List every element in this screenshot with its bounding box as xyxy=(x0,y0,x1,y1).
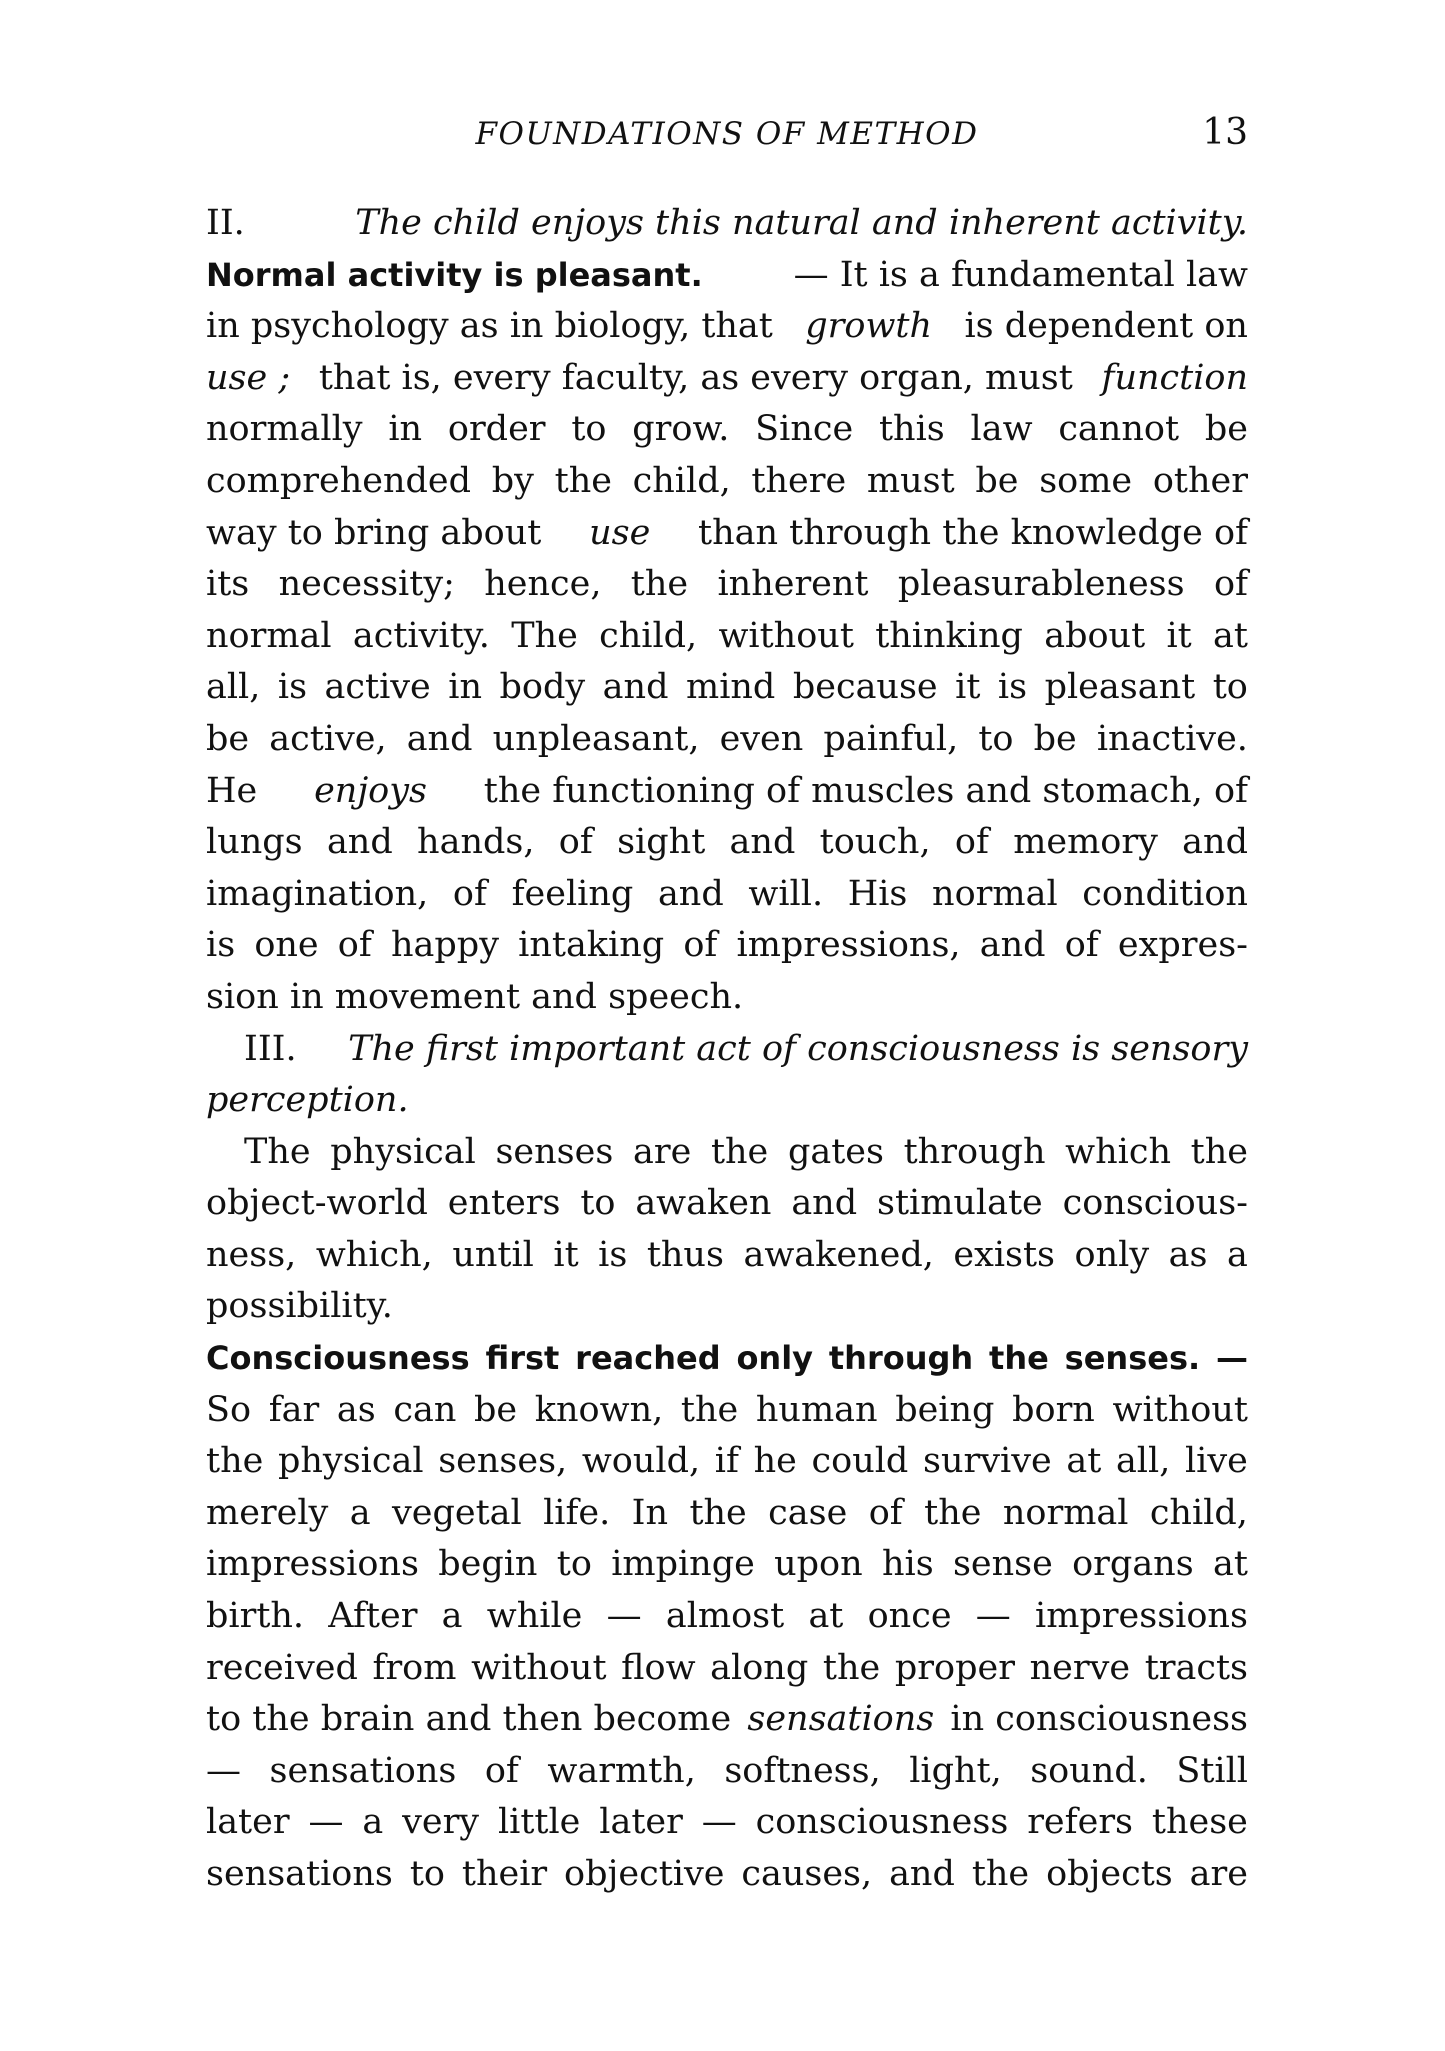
word: very xyxy=(402,1802,480,1843)
word: be xyxy=(975,460,1019,501)
word: the xyxy=(924,1492,982,1533)
word: senses, xyxy=(438,1441,568,1482)
word: impressions, xyxy=(736,925,961,966)
text-line xyxy=(206,250,1248,302)
text-line xyxy=(206,508,1248,560)
word: proper xyxy=(894,1647,1015,1688)
word: will. xyxy=(748,873,824,914)
word: a xyxy=(1226,1234,1248,1275)
word: painful, xyxy=(823,718,959,759)
text-span xyxy=(206,1385,1248,1437)
word: which, xyxy=(315,1234,433,1275)
word: and xyxy=(979,925,1046,966)
word: pleasant xyxy=(1044,667,1196,708)
word: all, xyxy=(206,667,261,708)
text-span xyxy=(206,920,1248,972)
word: sound. xyxy=(1030,1750,1148,1791)
word: life. xyxy=(543,1492,611,1533)
word: — xyxy=(1215,1339,1248,1378)
word: light, xyxy=(909,1750,1002,1791)
word: tracts xyxy=(1144,1647,1248,1688)
word: at xyxy=(1213,615,1248,656)
word: — xyxy=(701,1802,737,1843)
word: After xyxy=(328,1596,418,1637)
word: and xyxy=(326,822,393,863)
word: His xyxy=(847,873,908,914)
word: it xyxy=(955,667,981,708)
word: reached xyxy=(575,1339,721,1378)
text-span xyxy=(206,611,1248,663)
word: these xyxy=(1151,1802,1248,1843)
text-span xyxy=(206,817,1248,869)
word: human xyxy=(755,1389,878,1430)
text-line xyxy=(206,766,1248,818)
word: and xyxy=(729,822,796,863)
word: to xyxy=(580,1183,616,1224)
word: Since xyxy=(755,409,854,450)
word: at xyxy=(1066,1441,1102,1482)
text-line xyxy=(206,1797,1248,1849)
text-line xyxy=(206,1230,1248,1282)
emphasis: enjoys xyxy=(314,770,427,811)
word: warmth, xyxy=(547,1750,696,1791)
word: is xyxy=(206,925,236,966)
text-line xyxy=(206,1024,1248,1076)
word: and xyxy=(889,1854,955,1894)
word: nerve xyxy=(1029,1647,1131,1688)
word: it xyxy=(553,1234,579,1275)
word: enters xyxy=(447,1183,561,1224)
word: vegetal xyxy=(391,1492,522,1533)
text-line xyxy=(206,1539,1248,1591)
word: through xyxy=(828,1339,974,1378)
word: without xyxy=(471,1647,607,1688)
paragraph-heading: Normal activity is pleasant. xyxy=(206,255,703,294)
word: condition xyxy=(1082,873,1248,914)
word: sight xyxy=(617,822,706,863)
text-span xyxy=(206,404,1248,456)
text-line xyxy=(206,972,1248,1024)
text-span: than through the knowledge of xyxy=(698,512,1248,553)
word: of xyxy=(452,873,487,914)
text-span: in psychology as in biology, that xyxy=(206,306,773,347)
word: normal xyxy=(1002,1492,1129,1533)
word: expres- xyxy=(1117,925,1248,966)
text-line xyxy=(206,1178,1248,1230)
word: is xyxy=(277,667,308,708)
text-line xyxy=(206,1127,1248,1179)
text-line xyxy=(206,1694,1248,1746)
word: and xyxy=(791,1183,858,1224)
word: until xyxy=(452,1234,534,1275)
word: activity. xyxy=(352,615,490,656)
word: hands, xyxy=(417,822,535,863)
word: child, xyxy=(1149,1492,1248,1533)
emphasis: growth xyxy=(805,306,933,347)
word: their xyxy=(461,1854,548,1894)
word: active, xyxy=(269,718,387,759)
section-numeral: III. xyxy=(244,1028,297,1069)
word: are xyxy=(632,1131,692,1172)
text-line xyxy=(206,456,1248,508)
word: once xyxy=(867,1596,952,1637)
word: could xyxy=(811,1441,909,1482)
paragraph-heading xyxy=(206,1333,1248,1385)
section-heading: The child enjoys this natural and inherent activity. xyxy=(355,203,1248,243)
word: thus xyxy=(646,1234,724,1275)
word: the xyxy=(554,460,612,501)
word: without xyxy=(1112,1389,1248,1430)
word: objective xyxy=(564,1854,725,1894)
word: the xyxy=(630,564,689,605)
word: his xyxy=(881,1544,934,1585)
word: along xyxy=(710,1647,809,1688)
word: law xyxy=(970,409,1033,450)
word: Still xyxy=(1176,1750,1248,1791)
word: and xyxy=(1182,822,1248,863)
word: there xyxy=(751,460,847,501)
emphasis: function xyxy=(1101,357,1248,398)
word: intaking xyxy=(518,925,665,966)
word: imagination, xyxy=(206,873,429,914)
word: awakened, xyxy=(743,1234,934,1275)
word: is xyxy=(997,667,1028,708)
word: grow. xyxy=(632,409,730,450)
text-line xyxy=(206,920,1248,972)
text-span: the functioning of muscles and stomach, of xyxy=(483,770,1248,811)
text-span xyxy=(206,1488,1248,1540)
word: memory xyxy=(1013,822,1158,863)
word: first xyxy=(485,1339,560,1378)
text-line xyxy=(206,353,1248,405)
word: of xyxy=(954,822,989,863)
word: active xyxy=(324,667,431,708)
word: one xyxy=(254,925,319,966)
word: the xyxy=(971,1854,1030,1894)
section-numeral: II. xyxy=(206,203,245,243)
word: physical xyxy=(277,1441,424,1482)
text-line xyxy=(206,1591,1248,1643)
word: unpleasant, xyxy=(492,718,700,759)
word: flow xyxy=(621,1647,696,1688)
word: begin xyxy=(438,1544,538,1585)
word: touch, xyxy=(819,822,931,863)
text-line xyxy=(206,1643,1248,1695)
word: hence, xyxy=(484,564,602,605)
word: conscious- xyxy=(1062,1183,1248,1224)
word: In xyxy=(631,1492,669,1533)
text-span xyxy=(206,1230,1248,1282)
word: this xyxy=(878,409,945,450)
word: later xyxy=(599,1802,683,1843)
word: ness, xyxy=(206,1234,297,1275)
word: be xyxy=(206,718,250,759)
word: while xyxy=(486,1596,583,1637)
word: stimulate xyxy=(876,1183,1043,1224)
word: — xyxy=(308,1802,344,1843)
word: physical xyxy=(330,1131,476,1172)
word: the xyxy=(710,1131,769,1172)
word: must xyxy=(866,460,955,501)
text-span xyxy=(206,456,1248,508)
text-span: that is, every faculty, as every organ, must xyxy=(318,357,1073,398)
word: sensations xyxy=(206,1854,393,1894)
text-span: in consciousness xyxy=(950,1699,1248,1740)
text-line xyxy=(206,559,1248,611)
word: cannot xyxy=(1058,409,1180,450)
text-line xyxy=(206,1333,1248,1385)
word: a xyxy=(441,1596,463,1637)
word: a xyxy=(362,1802,384,1843)
word: are xyxy=(1189,1854,1248,1894)
word: awaken xyxy=(635,1183,772,1224)
running-title: FOUNDATIONS OF METHOD xyxy=(475,116,979,152)
word: feeling xyxy=(511,873,634,914)
text-line xyxy=(206,611,1248,663)
word: normal xyxy=(932,873,1058,914)
word: far xyxy=(268,1389,320,1430)
text-span xyxy=(206,1643,1248,1695)
word: softness, xyxy=(724,1750,881,1791)
word: only xyxy=(736,1339,814,1378)
word: normal xyxy=(206,615,332,656)
text-line xyxy=(206,1436,1248,1488)
word: body xyxy=(499,667,586,708)
word: comprehended xyxy=(206,460,472,501)
word: as xyxy=(336,1389,376,1430)
emphasis: sensations xyxy=(747,1699,935,1740)
text-line xyxy=(206,198,1248,250)
word: can xyxy=(393,1389,457,1430)
word: at xyxy=(808,1596,844,1637)
word: the xyxy=(689,1492,747,1533)
word: through xyxy=(903,1131,1046,1172)
word: which xyxy=(1065,1131,1172,1172)
word: be xyxy=(1204,409,1248,450)
text-span xyxy=(206,1539,1248,1591)
word: of xyxy=(558,822,593,863)
word: a xyxy=(349,1492,371,1533)
word: necessity; xyxy=(278,564,455,605)
word: at xyxy=(1212,1544,1248,1585)
text-span: sion in movement and speech. xyxy=(206,976,744,1017)
word: of xyxy=(1064,925,1099,966)
word: happy xyxy=(390,925,499,966)
emphasis: use ; xyxy=(206,357,291,398)
word: senses xyxy=(495,1131,614,1172)
word: sensations xyxy=(269,1750,457,1791)
section-heading: The first important act of consciousness is sensory xyxy=(348,1028,1248,1069)
word: some xyxy=(1039,460,1133,501)
word: senses. xyxy=(1064,1339,1201,1378)
word: to xyxy=(978,718,1014,759)
word: order xyxy=(447,409,546,450)
word: because xyxy=(792,667,938,708)
text-line xyxy=(206,869,1248,921)
word: The xyxy=(244,1131,311,1172)
text-line xyxy=(206,1281,1248,1333)
word: organs xyxy=(1072,1544,1194,1585)
word: almost xyxy=(665,1596,785,1637)
text-span xyxy=(244,1127,1248,1179)
text-line xyxy=(206,1746,1248,1798)
word: of xyxy=(337,925,372,966)
text-span xyxy=(206,559,1248,611)
text-span: to the brain and then become xyxy=(206,1699,732,1740)
word: impinge xyxy=(611,1544,755,1585)
word: the xyxy=(822,1647,881,1688)
word: impressions xyxy=(1035,1596,1248,1637)
word: upon xyxy=(774,1544,863,1585)
word: of xyxy=(868,1492,903,1533)
word: about xyxy=(1044,615,1146,656)
word: child, xyxy=(632,460,731,501)
word: by xyxy=(491,460,534,501)
word: as xyxy=(1168,1234,1208,1275)
word: mind xyxy=(686,667,776,708)
word: exists xyxy=(953,1234,1056,1275)
word: to xyxy=(556,1544,592,1585)
text-span xyxy=(206,1591,1248,1643)
word: even xyxy=(719,718,804,759)
text-span xyxy=(206,1436,1248,1488)
text-span xyxy=(206,869,1248,921)
word: in xyxy=(448,667,483,708)
word: would, xyxy=(581,1441,701,1482)
word: the xyxy=(989,1339,1049,1378)
body-text xyxy=(206,198,1248,1901)
word: objects xyxy=(1046,1854,1173,1894)
word: sense xyxy=(952,1544,1053,1585)
word: the xyxy=(680,1389,739,1430)
text-span xyxy=(206,1849,1248,1901)
word: of xyxy=(1213,564,1248,605)
running-head xyxy=(206,112,1248,162)
word: being xyxy=(895,1389,995,1430)
page-number: 13 xyxy=(1202,112,1248,153)
text-line xyxy=(206,1488,1248,1540)
word: be xyxy=(1033,718,1077,759)
word: to xyxy=(409,1854,445,1894)
word: object-world xyxy=(206,1183,428,1224)
text-line xyxy=(206,301,1248,353)
word: impressions xyxy=(206,1544,419,1585)
word: all, xyxy=(1115,1441,1171,1482)
text-line xyxy=(206,1385,1248,1437)
text-line xyxy=(206,1849,1248,1901)
text-span: — It is a fundamental law xyxy=(793,254,1248,295)
word: the xyxy=(1190,1131,1248,1172)
emphasis: use xyxy=(589,512,651,553)
text-span: is dependent on xyxy=(964,306,1248,347)
word: its xyxy=(206,564,250,605)
word: child, xyxy=(599,615,698,656)
section-heading: perception. xyxy=(206,1080,409,1121)
word: merely xyxy=(206,1492,329,1533)
word: normally xyxy=(206,409,363,450)
word: consciousness xyxy=(755,1802,1009,1843)
word: of xyxy=(683,925,718,966)
text-span xyxy=(206,1746,1248,1798)
text-span xyxy=(206,1797,1248,1849)
word: in xyxy=(388,409,423,450)
word: it xyxy=(1166,615,1192,656)
text-span: possibility. xyxy=(206,1286,393,1327)
word: and xyxy=(657,873,724,914)
word: to xyxy=(571,409,607,450)
word: birth. xyxy=(206,1596,305,1637)
word: — xyxy=(606,1596,642,1637)
word: — xyxy=(975,1596,1011,1637)
word: and xyxy=(406,718,473,759)
word: case xyxy=(768,1492,848,1533)
word: the xyxy=(206,1441,264,1482)
text-span xyxy=(206,714,1248,766)
text-line xyxy=(206,662,1248,714)
word: only xyxy=(1074,1234,1150,1275)
word: be xyxy=(474,1389,518,1430)
word: and xyxy=(602,667,669,708)
word: inactive. xyxy=(1096,718,1248,759)
word: if xyxy=(714,1441,739,1482)
word: from xyxy=(372,1647,457,1688)
word: other xyxy=(1152,460,1248,501)
word: to xyxy=(1212,667,1248,708)
word: lungs xyxy=(206,822,303,863)
word: received xyxy=(206,1647,358,1688)
word: without xyxy=(718,615,854,656)
word: The xyxy=(511,615,578,656)
word: born xyxy=(1012,1389,1095,1430)
text-line xyxy=(206,404,1248,456)
word: pleasurableness xyxy=(897,564,1185,605)
word: inherent xyxy=(717,564,869,605)
text-line xyxy=(206,817,1248,869)
word: little xyxy=(497,1802,581,1843)
text-span xyxy=(206,1178,1248,1230)
word: Consciousness xyxy=(206,1339,470,1378)
word: live xyxy=(1184,1441,1248,1482)
text-line xyxy=(206,1075,1248,1127)
text-span: way to bring about xyxy=(206,512,542,553)
text-span: He xyxy=(206,770,258,811)
word: later xyxy=(206,1802,290,1843)
word: is xyxy=(598,1234,628,1275)
word: he xyxy=(753,1441,797,1482)
word: So xyxy=(206,1389,252,1430)
word: refers xyxy=(1027,1802,1134,1843)
text-line xyxy=(206,714,1248,766)
word: known, xyxy=(534,1389,664,1430)
word: of xyxy=(484,1750,519,1791)
word: causes, xyxy=(741,1854,873,1894)
word: thinking xyxy=(875,615,1023,656)
word: survive xyxy=(923,1441,1052,1482)
word: gates xyxy=(787,1131,884,1172)
text-span xyxy=(206,662,1248,714)
word: — xyxy=(206,1750,241,1791)
